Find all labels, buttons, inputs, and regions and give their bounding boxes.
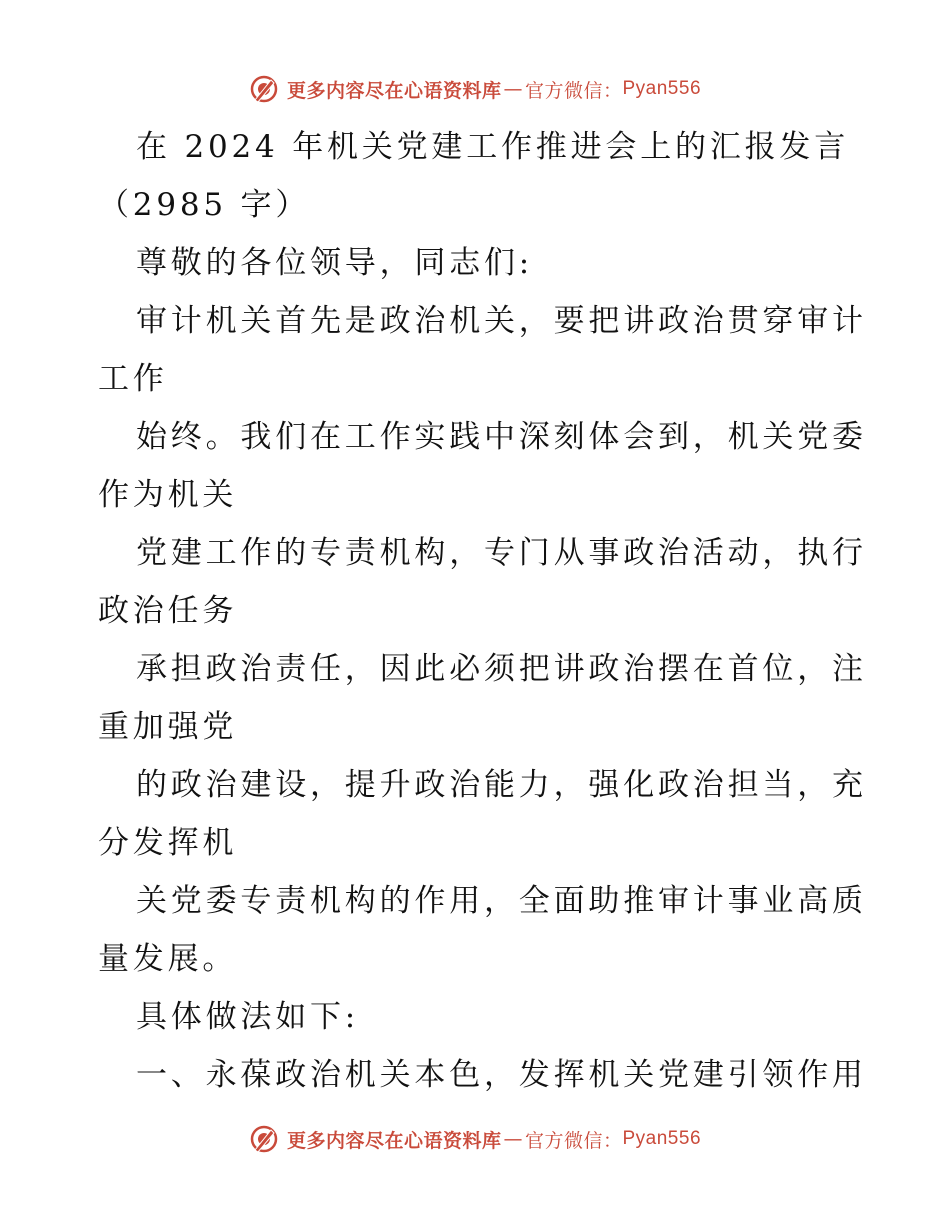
pen-logo-icon (249, 74, 279, 104)
text-line: 关党委专责机构的作用，全面助推审计事业高质 (136, 883, 867, 919)
text-line: 一、永葆政治机关本色，发挥机关党建引领作用 (136, 1057, 867, 1093)
watermark-label: 官方微信： (524, 1129, 623, 1152)
text-line: 的政治建设，提升政治能力，强化政治担当，充 (136, 767, 867, 803)
header-watermark (0, 72, 950, 106)
text-line: 重加强党 (98, 709, 238, 745)
watermark-dash: — (503, 78, 523, 100)
text-line: 具体做法如下: (136, 999, 360, 1035)
watermark-label: 官方微信： (524, 79, 623, 102)
watermark-wechat-id: Pyan556 (622, 78, 702, 99)
watermark-dash: — (503, 1128, 523, 1150)
text-line: 始终。我们在工作实践中深刻体会到，机关党委 (136, 419, 867, 455)
text-line: （2985 字） (98, 187, 311, 223)
watermark-text: 更多内容尽在心语资料库 (286, 79, 502, 102)
text-line: 尊敬的各位领导，同志们: (136, 245, 534, 281)
footer-watermark (0, 1122, 950, 1156)
text-line: 党建工作的专责机构，专门从事政治活动，执行 (136, 535, 867, 571)
document-body (98, 118, 867, 1104)
text-line: 承担政治责任，因此必须把讲政治摆在首位，注 (136, 651, 867, 687)
text-line: 量发展。 (98, 941, 238, 977)
pen-logo-icon (249, 1124, 279, 1154)
text-line: 政治任务 (98, 593, 238, 629)
text-line: 审计机关首先是政治机关，要把讲政治贯穿审计 (136, 303, 867, 339)
text-line: 作为机关 (98, 477, 238, 513)
watermark-text: 更多内容尽在心语资料库 (286, 1129, 502, 1152)
watermark-wechat-id: Pyan556 (622, 1128, 702, 1149)
text-line: 分发挥机 (98, 825, 238, 861)
text-line: 工作 (98, 361, 168, 397)
text-line: 在 2024 年机关党建工作推进会上的汇报发言 (136, 129, 849, 165)
